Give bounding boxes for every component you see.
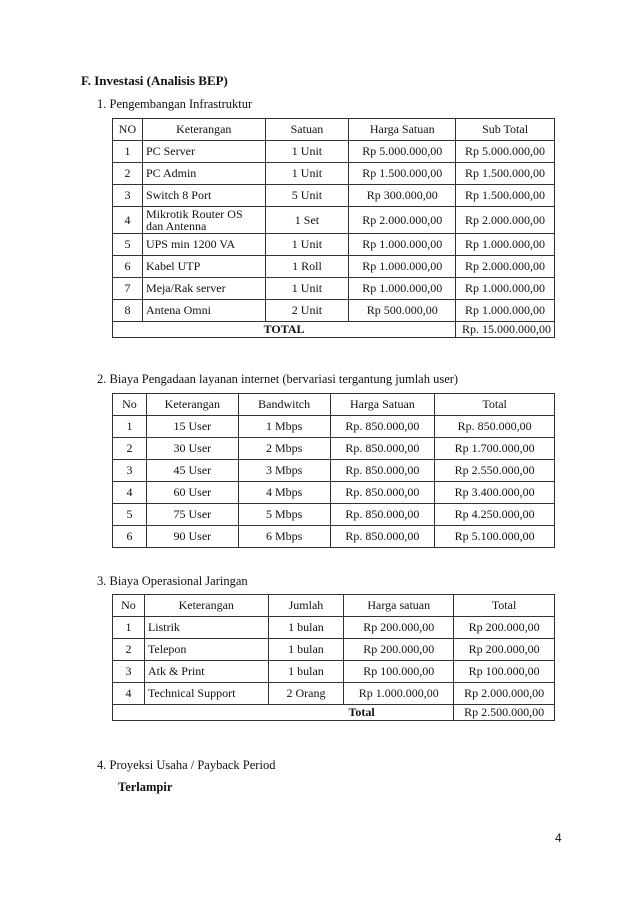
table-row	[113, 526, 555, 548]
header-keterangan: Keterangan	[144, 595, 268, 617]
cell-harga: Rp. 850.000,00	[330, 482, 435, 504]
cell-total: Rp 100.000,00	[454, 661, 555, 683]
cell-satuan: 2 Unit	[265, 300, 349, 322]
cell-keterangan: 45 User	[146, 460, 238, 482]
page-number: 4	[555, 831, 562, 845]
table-row	[113, 141, 555, 163]
table-header-row	[113, 119, 555, 141]
cell-no: 5	[113, 504, 147, 526]
cell-harga: Rp 300.000,00	[349, 185, 456, 207]
cell-keterangan: Atk & Print	[144, 661, 268, 683]
cell-subtotal: Rp 1.000.000,00	[456, 300, 555, 322]
header-harga-satuan: Harga satuan	[344, 595, 454, 617]
cell-satuan: 1 Unit	[265, 278, 349, 300]
cell-satuan: 5 Unit	[265, 185, 349, 207]
cell-total: Rp 2.000.000,00	[454, 683, 555, 705]
cell-no: 4	[113, 482, 147, 504]
cell-no: 2	[113, 438, 147, 460]
cell-satuan: 1 Unit	[265, 163, 349, 185]
cell-keterangan: Kabel UTP	[142, 256, 265, 278]
header-no: NO	[113, 119, 143, 141]
header-harga-satuan: Harga Satuan	[330, 394, 435, 416]
total-row	[113, 705, 555, 721]
cell-keterangan: Antena Omni	[142, 300, 265, 322]
cell-harga: Rp. 850.000,00	[330, 438, 435, 460]
attachment-note: Terlampir	[118, 780, 173, 794]
cell-jumlah: 1 bulan	[268, 639, 344, 661]
cell-no: 7	[113, 278, 143, 300]
cell-keterangan: Telepon	[144, 639, 268, 661]
table-header-row	[113, 394, 555, 416]
header-keterangan: Keterangan	[142, 119, 265, 141]
cell-harga: Rp. 850.000,00	[330, 504, 435, 526]
cell-keterangan: 15 User	[146, 416, 238, 438]
section-title: F. Investasi (Analisis BEP)	[81, 73, 228, 88]
cell-keterangan: Listrik	[144, 617, 268, 639]
header-sub-total: Sub Total	[456, 119, 555, 141]
cell-no: 4	[113, 207, 143, 234]
cell-harga: Rp 1.000.000,00	[349, 234, 456, 256]
cell-no: 3	[113, 661, 145, 683]
header-total: Total	[454, 595, 555, 617]
cell-satuan: 1 Unit	[265, 234, 349, 256]
cell-bandwitch: 5 Mbps	[238, 504, 330, 526]
cell-harga: Rp. 850.000,00	[330, 526, 435, 548]
cell-bandwitch: 2 Mbps	[238, 438, 330, 460]
cell-total: Rp 5.100.000,00	[435, 526, 555, 548]
cell-keterangan: 90 User	[146, 526, 238, 548]
header-satuan: Satuan	[265, 119, 349, 141]
cell-no: 2	[113, 163, 143, 185]
cell-no: 3	[113, 185, 143, 207]
cell-no: 4	[113, 683, 145, 705]
cell-subtotal: Rp 1.000.000,00	[456, 278, 555, 300]
cell-no: 3	[113, 460, 147, 482]
table-row	[113, 617, 555, 639]
table-row	[113, 460, 555, 482]
cell-harga: Rp. 850.000,00	[330, 460, 435, 482]
cell-harga: Rp 1.000.000,00	[349, 256, 456, 278]
header-bandwitch: Bandwitch	[238, 394, 330, 416]
header-total: Total	[435, 394, 555, 416]
header-no: No	[113, 595, 145, 617]
cell-total: Rp. 850.000,00	[435, 416, 555, 438]
cell-jumlah: 2 Orang	[268, 683, 344, 705]
cell-total: Rp 200.000,00	[454, 617, 555, 639]
cell-subtotal: Rp 1.000.000,00	[456, 234, 555, 256]
table-header-row	[113, 595, 555, 617]
subsection-4-title: 4. Proyeksi Usaha / Payback Period	[97, 758, 276, 772]
table-row	[113, 163, 555, 185]
cell-total: Rp 1.700.000,00	[435, 438, 555, 460]
cell-no: 1	[113, 416, 147, 438]
table-row	[113, 234, 555, 256]
cell-bandwitch: 4 Mbps	[238, 482, 330, 504]
cell-harga: Rp 500.000,00	[349, 300, 456, 322]
cell-satuan: 1 Set	[265, 207, 349, 234]
cell-harga: Rp 1.000.000,00	[349, 278, 456, 300]
subsection-1-title: 1. Pengembangan Infrastruktur	[97, 97, 253, 111]
table-row	[113, 278, 555, 300]
cell-no: 6	[113, 526, 147, 548]
cell-total: Rp 2.550.000,00	[435, 460, 555, 482]
cell-harga: Rp 1.500.000,00	[349, 163, 456, 185]
cell-keterangan: 30 User	[146, 438, 238, 460]
cell-harga: Rp 5.000.000,00	[349, 141, 456, 163]
cell-subtotal: Rp 1.500.000,00	[456, 163, 555, 185]
cell-subtotal: Rp 1.500.000,00	[456, 185, 555, 207]
cell-harga: Rp 200.000,00	[344, 617, 454, 639]
header-jumlah: Jumlah	[268, 595, 344, 617]
cell-no: 2	[113, 639, 145, 661]
cell-subtotal: Rp 5.000.000,00	[456, 141, 555, 163]
cell-no: 6	[113, 256, 143, 278]
header-harga-satuan: Harga Satuan	[349, 119, 456, 141]
cell-keterangan: Switch 8 Port	[142, 185, 265, 207]
header-keterangan: Keterangan	[146, 394, 238, 416]
cell-keterangan: PC Server	[142, 141, 265, 163]
cell-subtotal: Rp 2.000.000,00	[456, 256, 555, 278]
header-no: No	[113, 394, 147, 416]
cell-harga: Rp 100.000,00	[344, 661, 454, 683]
total-label: Total	[113, 705, 454, 721]
cell-jumlah: 1 bulan	[268, 617, 344, 639]
cell-jumlah: 1 bulan	[268, 661, 344, 683]
cell-total: Rp 200.000,00	[454, 639, 555, 661]
table-row	[113, 639, 555, 661]
table-row	[113, 504, 555, 526]
cell-harga: Rp 1.000.000,00	[344, 683, 454, 705]
cell-harga: Rp. 850.000,00	[330, 416, 435, 438]
cell-harga: Rp 2.000.000,00	[349, 207, 456, 234]
cell-keterangan: Meja/Rak server	[142, 278, 265, 300]
cell-keterangan: Mikrotik Router OS dan Antenna	[142, 207, 265, 234]
network-operations-table	[112, 594, 555, 721]
cell-bandwitch: 6 Mbps	[238, 526, 330, 548]
subsection-3-title: 3. Biaya Operasional Jaringan	[97, 574, 248, 588]
cell-no: 1	[113, 141, 143, 163]
table-row	[113, 482, 555, 504]
cell-keterangan: 75 User	[146, 504, 238, 526]
subsection-2-title: 2. Biaya Pengadaan layanan internet (bervariasi tergantung jumlah user)	[97, 372, 459, 386]
cell-subtotal: Rp 2.000.000,00	[456, 207, 555, 234]
total-value: Rp. 15.000.000,00	[456, 322, 555, 338]
cell-bandwitch: 1 Mbps	[238, 416, 330, 438]
total-row	[113, 322, 555, 338]
cell-keterangan: PC Admin	[142, 163, 265, 185]
cell-satuan: 1 Roll	[265, 256, 349, 278]
total-label: TOTAL	[113, 322, 456, 338]
table-row	[113, 683, 555, 705]
cell-no: 1	[113, 617, 145, 639]
cell-keterangan: 60 User	[146, 482, 238, 504]
internet-service-table	[112, 393, 555, 548]
cell-harga: Rp 200.000,00	[344, 639, 454, 661]
table-row	[113, 438, 555, 460]
cell-keterangan: UPS min 1200 VA	[142, 234, 265, 256]
cell-bandwitch: 3 Mbps	[238, 460, 330, 482]
cell-total: Rp 4.250.000,00	[435, 504, 555, 526]
table-row	[113, 207, 555, 234]
table-row	[113, 661, 555, 683]
cell-no: 5	[113, 234, 143, 256]
infrastructure-table	[112, 118, 555, 338]
table-row	[113, 185, 555, 207]
table-row	[113, 416, 555, 438]
table-row	[113, 300, 555, 322]
table-row	[113, 256, 555, 278]
total-value: Rp 2.500.000,00	[454, 705, 555, 721]
cell-no: 8	[113, 300, 143, 322]
cell-keterangan: Technical Support	[144, 683, 268, 705]
cell-total: Rp 3.400.000,00	[435, 482, 555, 504]
cell-satuan: 1 Unit	[265, 141, 349, 163]
